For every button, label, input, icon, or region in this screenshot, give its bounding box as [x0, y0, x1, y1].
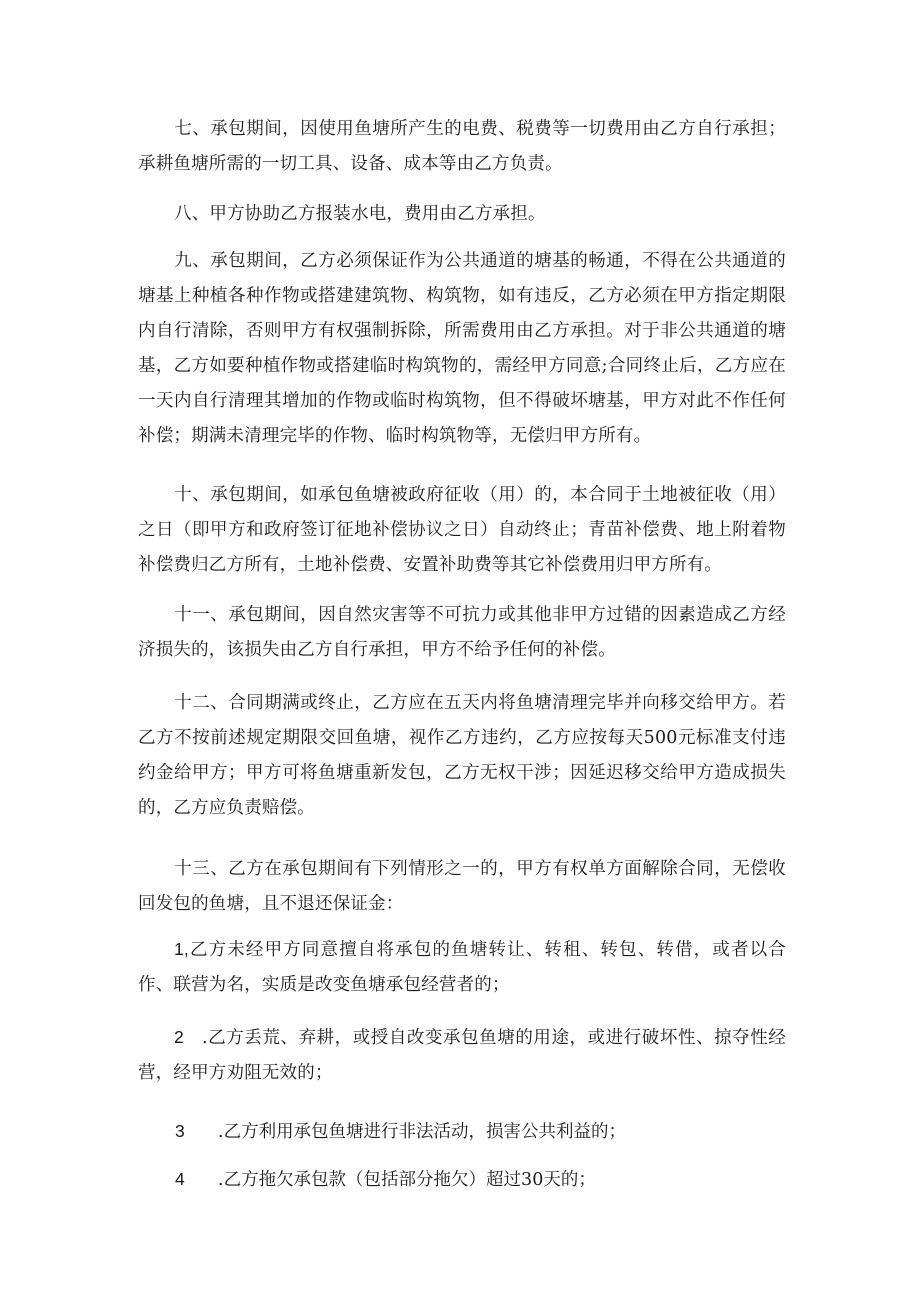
clause-7-text: 七、承包期间，因使用鱼塘所产生的电费、税费等一切费用由乙方自行承担；承耕鱼塘所需的一切工具、设备、成本等由乙方负责。: [138, 119, 786, 174]
clause-8-text: 八、甲方协助乙方报装水电，费用由乙方承担。: [174, 204, 546, 224]
clause-11: [138, 598, 786, 668]
sub-item-3: [138, 1114, 786, 1150]
clause-7: [138, 112, 786, 182]
sub-item-3-number: 3: [175, 1121, 185, 1141]
clause-10-text: 十、承包期间，如承包鱼塘被政府征收（用）的，本合同于土地被征收（用）之日（即甲方和政府签订征地补偿协议之日）自动终止；青苗补偿费、地上附着物补偿费归乙方所有，土地补偿费、安置补助费等其它补偿费用归甲方所有。: [138, 485, 786, 575]
clause-9: [138, 244, 786, 454]
clause-13: [138, 852, 786, 922]
clause-10: [138, 478, 786, 583]
sub-item-4: [138, 1162, 786, 1198]
sub-item-2-text: .乙方丢荒、弃耕，或授自改变承包鱼塘的用途，或进行破坏性、掠夺性经营，经甲方劝阻无效的；: [138, 1028, 786, 1083]
sub-item-2-number: 2: [174, 1027, 184, 1047]
clause-8: [138, 197, 786, 232]
clause-11-text: 十一、承包期间，因自然灾害等不可抗力或其他非甲方过错的因素造成乙方经济损失的，该损失由乙方自行承担，甲方不给予任何的补偿。: [138, 605, 786, 660]
sub-item-4-number: 4: [175, 1169, 185, 1189]
sub-item-3-text: .乙方利用承包鱼塘进行非法活动，损害公共利益的；: [218, 1122, 627, 1142]
clause-12-text: 十二、合同期满或终止，乙方应在五天内将鱼塘清理完毕并向移交给甲方。若乙方不按前述规定期限交回鱼塘，视作乙方违约，乙方应按每天500元标准支付违约金给甲方；甲方可将鱼塘重新发包，乙方无权干涉；因延迟移交给甲方造成损失的，乙方应负责赔偿。: [138, 693, 786, 818]
sub-item-1: [138, 932, 786, 1003]
sub-item-1-text: 乙方未经甲方同意擅自将承包的鱼塘转让、转租、转包、转借，或者以合作、联营为名，实质是改变鱼塘承包经营者的；: [138, 940, 786, 995]
clause-9-text: 九、承包期间，乙方必须保证作为公共通道的塘基的畅通，不得在公共通道的塘基上种植各种作物或搭建建筑物、构筑物，如有违反，乙方必须在甲方指定期限内自行清除，否则甲方有权强制拆除，所需费用由乙方承担。对于非公共通道的塘基，乙方如要种植作物或搭建临时构筑物的，需经甲方同意;合同终止后，乙方应在一天内自行清理其增加的作物或临时构筑物，但不得破坏塘基，甲方对此不作任何补偿；期满未清理完毕的作物、临时构筑物等，无偿归甲方所有。: [138, 251, 786, 446]
sub-item-2: [138, 1020, 786, 1091]
clause-12: [138, 686, 786, 826]
clause-13-text: 十三、乙方在承包期间有下列情形之一的，甲方有权单方面解除合同，无偿收回发包的鱼塘，且不退还保证金：: [138, 859, 786, 914]
sub-item-1-number: 1,: [174, 939, 189, 959]
sub-item-4-text: .乙方拖欠承包款（包括部分拖欠）超过30天的；: [218, 1170, 596, 1190]
